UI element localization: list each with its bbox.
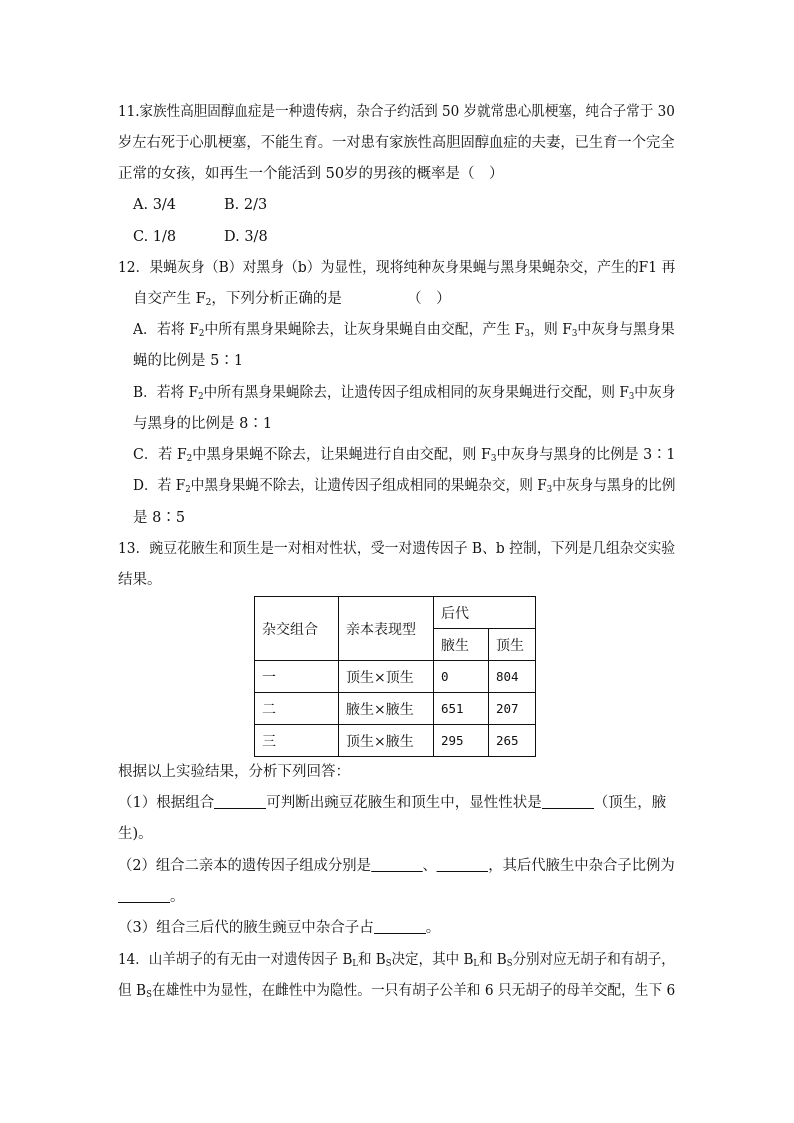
q13-line1: 13．豌豆花腋生和顶生是一对相对性状，受一对遗传因子 B、b 控制，下列是几组杂交实验 [118,541,676,557]
q12-option-a-line1: A．若将 $F_2$中所有黑身果蝇除去，让灰身果蝇自由交配，产生 $F_3$，则 $F_3$中灰身与黑身果 [133,322,675,339]
cell-parent: 顶生×腋生 [339,725,434,757]
q14-line2: 但 $B_S$在雄性中为显性，在雌性中为隐性。一只有胡子公羊和 6 只无胡子的母羊交配，生下 6 [118,983,676,1000]
q13-sub1-line2: 生)。 [118,826,153,842]
cell-terminal: 265 [489,725,536,757]
cell-axial: 295 [434,725,489,757]
header-offspring: 后代 [434,597,536,629]
q11-option-c: C. 1/8 [133,229,177,245]
q11-line1: 11.家族性高胆固醇血症是一种遗传病，杂合子约活到 50 岁就常患心肌梗塞，纯合子常于 30 [118,104,675,120]
q12-option-d-line1: D．若 $F_2$中黑身果蝇不除去，让遗传因子组成相同的果蝇杂交，则 $F_3$中灰身与黑身的比例 [133,478,676,495]
q12-line1: 12．果蝇灰身（B）对黑身（b）为显性，现将纯种灰身果蝇与黑身果蝇杂交，产生的F1 再 [118,260,676,276]
cell-combo: 一 [255,661,339,693]
header-cross-combo: 杂交组合 [255,597,339,661]
q11-option-b: B. 2/3 [224,197,268,213]
q12-option-b-line1: B．若将 $F_2$中所有黑身果蝇除去，让遗传因子组成相同的灰身果蝇进行交配，则 $F_3$中灰身 [133,385,676,402]
header-parent-phenotype: 亲本表现型 [339,597,434,661]
q11-line3: 正常的女孩，如再生一个能活到 50岁的男孩的概率是（ ） [118,166,504,182]
q11-option-d: D. 3/8 [224,229,268,245]
answer-blank[interactable] [374,919,426,934]
q13-sub1-line1: （1）根据组合 可判断出豌豆花腋生和顶生中，显性性状是 （顶生，腋 [118,795,667,811]
q14-line1: 14．山羊胡子的有无由一对遗传因子 $B_L$和 $B_S$决定，其中 $B_L$和 $B_S$分别对应无胡子和有胡子， [118,952,675,969]
q13-analysis-intro: 根据以上实验结果，分析下列回答： [118,764,350,780]
answer-blank[interactable] [118,888,170,903]
q12-option-a-line2: 蝇的比例是 5∶1 [133,353,244,369]
q13-sub2-line1: （2）组合二亲本的遗传因子组成分别是 、 ，其后代腋生中杂合子比例为 [118,858,675,874]
q11-line2: 岁左右死于心肌梗塞，不能生育。一对患有家族性高胆固醇血症的夫妻，已生育一个完全 [118,135,675,151]
cell-terminal: 804 [489,661,536,693]
table-row [255,725,536,757]
cell-axial: 651 [434,693,489,725]
q13-sub2-line2: 。 [118,887,185,907]
header-terminal: 顶生 [489,629,536,661]
q11-option-a: A. 3/4 [133,197,177,213]
answer-blank[interactable] [542,794,594,809]
answer-blank[interactable] [437,857,488,872]
cross-results-table [254,596,536,757]
table-row [255,661,536,693]
q12-line2: 自交产生 $F_2$，下列分析正确的是 （ ） [133,291,451,308]
header-axial: 腋生 [434,629,489,661]
q13-sub3-line1: （3）组合三后代的腋生豌豆中杂合子占 。 [118,920,441,936]
cell-combo: 二 [255,693,339,725]
cell-parent: 腋生×腋生 [339,693,434,725]
cell-terminal: 207 [489,693,536,725]
table-header-row [255,597,536,629]
q13-line2: 结果。 [118,572,162,588]
table-row [255,693,536,725]
cell-combo: 三 [255,725,339,757]
q12-option-b-line2: 与黑身的比例是 8∶1 [133,416,273,432]
answer-blank[interactable] [371,857,422,872]
cell-axial: 0 [434,661,489,693]
answer-blank[interactable] [214,794,266,809]
cell-parent: 顶生×顶生 [339,661,434,693]
q12-option-c-line1: C．若 $F_2$中黑身果蝇不除去，让果蝇进行自由交配，则 $F_3$中灰身与黑身的比例是 3∶1 [133,447,676,464]
q12-option-d-line2: 是 8∶5 [133,510,186,526]
